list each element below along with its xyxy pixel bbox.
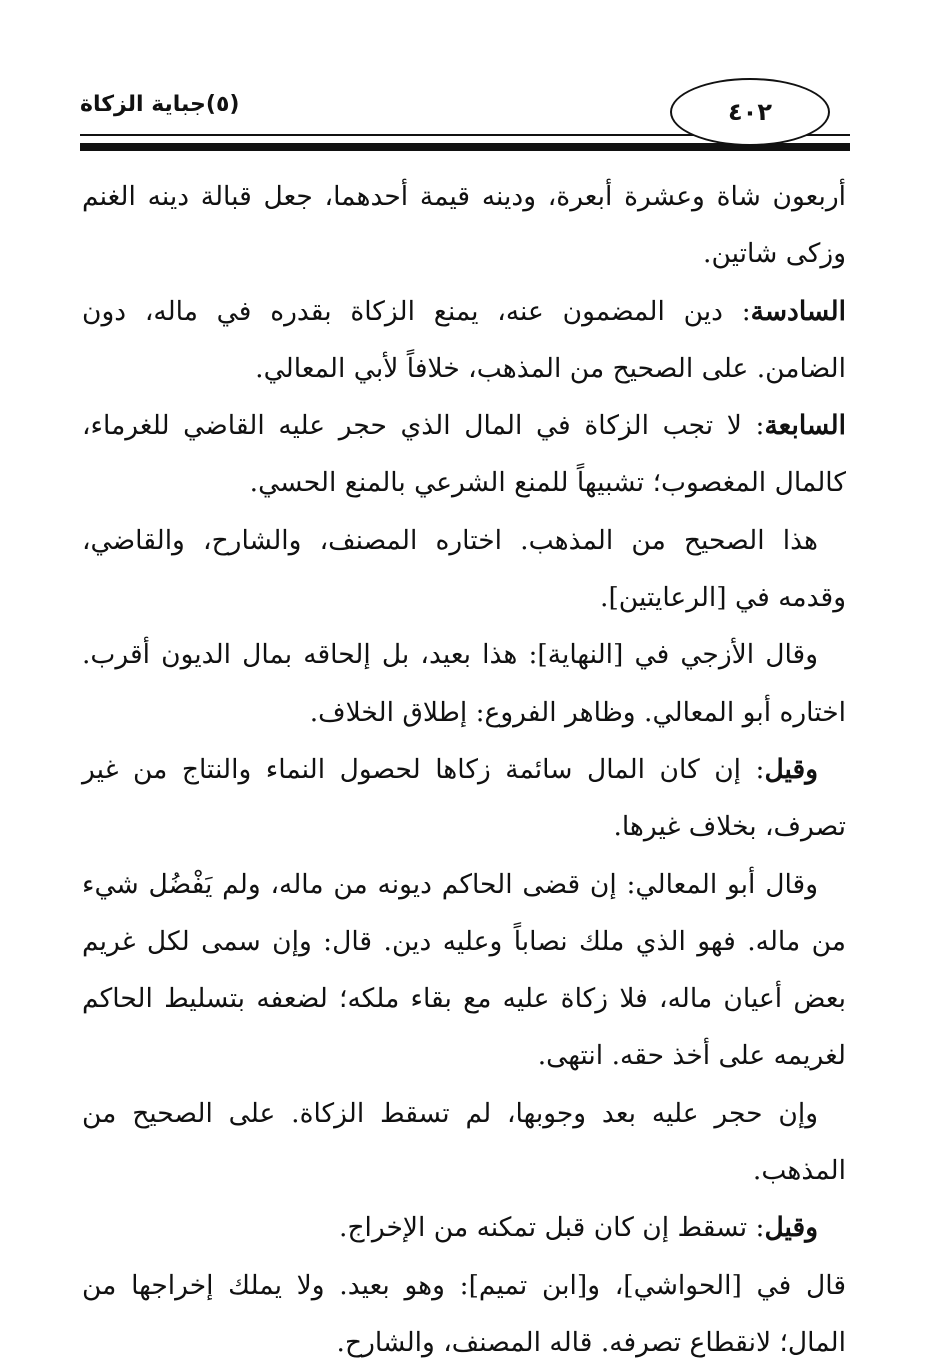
running-header-title: (٥)جباية الزكاة [80, 92, 240, 117]
paragraph-text: أربعون شاة وعشرة أبعرة، ودينه قيمة أحدهما، جعل قبالة دينه الغنم وزكى شاتين. [82, 181, 846, 270]
paragraph-label: وقيل [764, 753, 818, 785]
paragraph-9 [82, 1199, 846, 1256]
paragraph-text: وقال أبو المعالي: إن قضى الحاكم ديونه من ماله، ولم يَفْضُل شيء من ماله. فهو الذي ملك نصاباً وعليه دين. قال: وإن سمى لكل غريم بعض أعيان ماله، فلا زكاة عليه مع بقاء ملكه؛ لضعفه بتسليط الحاكم لغريمه على أخذ حقه. انتهى. [82, 868, 846, 1072]
paragraph-label: وقيل [764, 1212, 818, 1244]
paragraph-4 [82, 512, 846, 627]
paragraph-2 [82, 283, 846, 398]
paragraph-text: قال في [الحواشي]، و[ابن تميم]: وهو بعيد. ولا يملك إخراجها من المال؛ لانقطاع تصرفه. قاله المصنف، والشارح. [82, 1269, 846, 1358]
paragraph-text: : إن كان المال سائمة زكاها لحصول النماء والنتاج من غير تصرف، بخلاف غيرها. [82, 753, 846, 843]
paragraph-7 [82, 856, 846, 1085]
paragraph-8 [82, 1085, 846, 1200]
page-number: ٤٠٢ [728, 98, 772, 126]
paragraph-text: وإن حجر عليه بعد وجوبها، لم تسقط الزكاة. على الصحيح من المذهب. [82, 1097, 846, 1187]
page-header [80, 78, 850, 158]
paragraph-text: : دين المضمون عنه، يمنع الزكاة بقدره في ماله، دون الضامن. على الصحيح من المذهب، خلافاً لأبي المعالي. [82, 295, 846, 384]
paragraph-1 [82, 168, 846, 283]
paragraph-text: هذا الصحيح من المذهب. اختاره المصنف، والشارح، والقاضي، وقدمه في [الرعايتين]. [82, 524, 846, 614]
page-number-oval [670, 78, 830, 146]
paragraph-5 [82, 626, 846, 741]
paragraph-3 [82, 397, 846, 512]
paragraph-text: : لا تجب الزكاة في المال الذي حجر عليه القاضي للغرماء، كالمال المغصوب؛ تشبيهاً للمنع الشرعي بالمنع الحسي. [82, 410, 846, 499]
paragraph-label: السابعة [764, 410, 846, 442]
paragraph-10 [82, 1257, 846, 1371]
body-text [82, 168, 846, 1371]
paragraph-text: : تسقط إن كان قبل تمكنه من الإخراج. [339, 1212, 765, 1244]
paragraph-6 [82, 741, 846, 856]
paragraph-text: وقال الأزجي في [النهاية]: هذا بعيد، بل إلحاقه بمال الديون أقرب. اختاره أبو المعالي. وظاهر الفروع: إطلاق الخلاف. [82, 639, 846, 728]
paragraph-label: السادسة [750, 295, 846, 327]
